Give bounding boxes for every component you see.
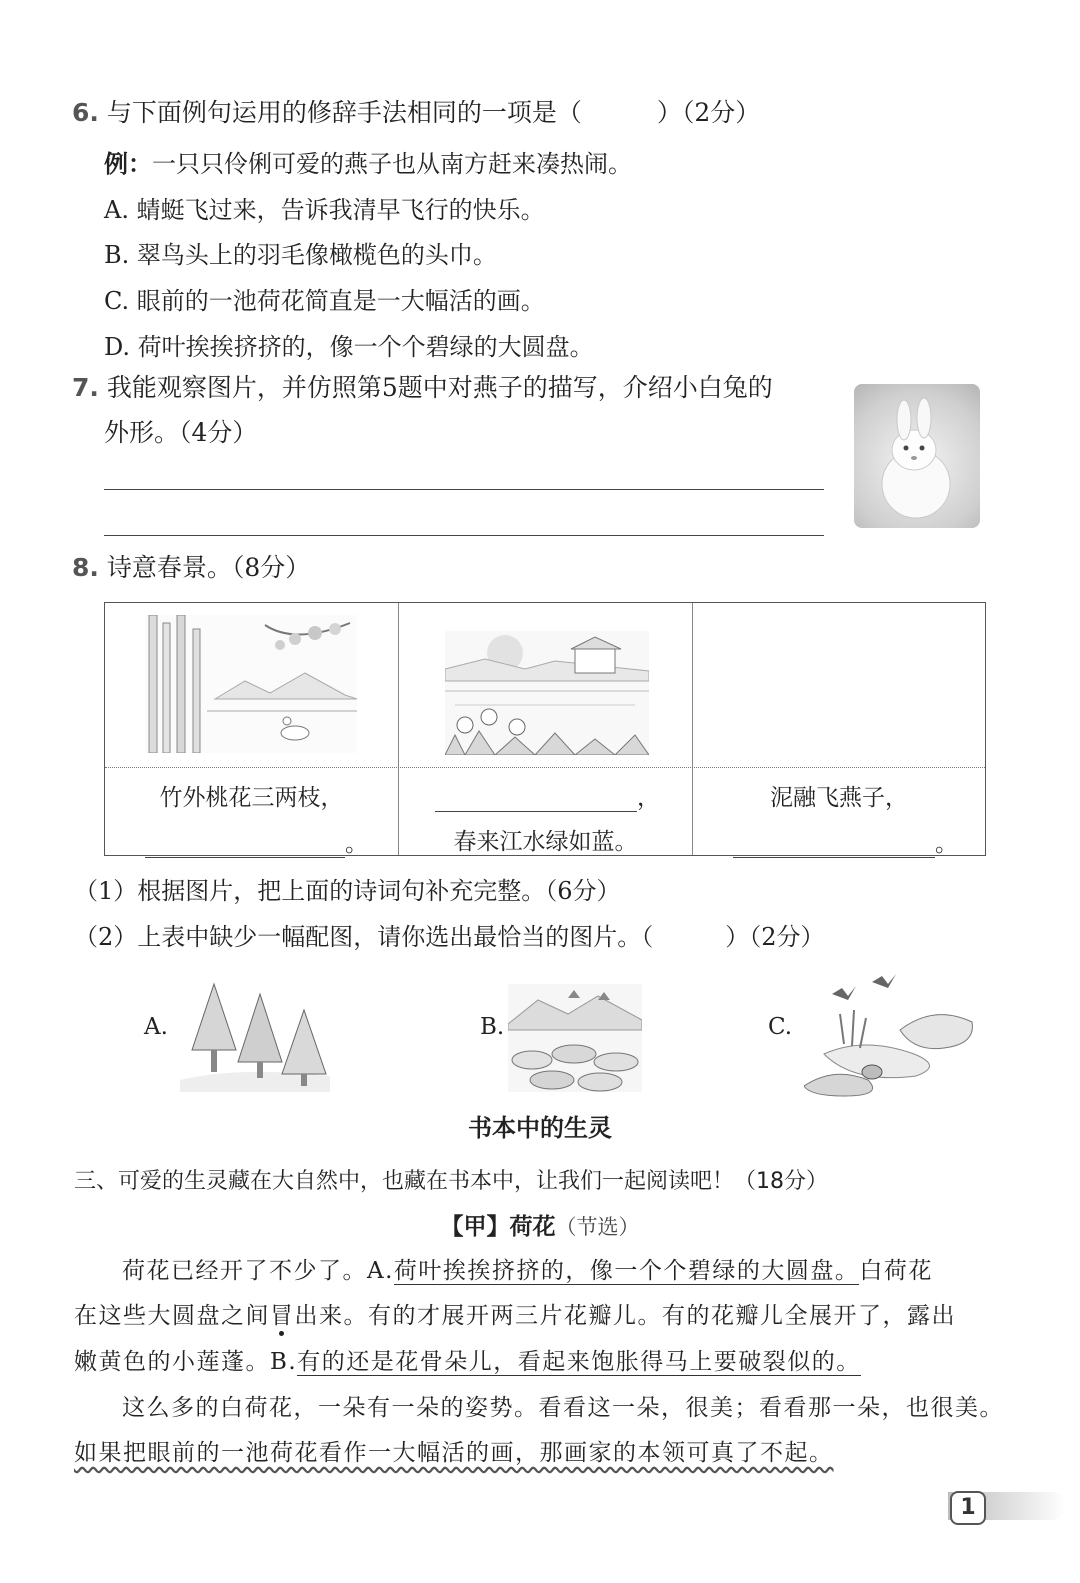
q6-option-a[interactable]: A. 蜻蜓飞过来，告诉我清早飞行的快乐。 <box>104 196 545 224</box>
passage-line-2 <box>74 1301 956 1331</box>
choice-c-swallows-picture[interactable] <box>804 974 976 1098</box>
poem-picture-river <box>445 631 649 755</box>
q6-option-b[interactable]: B. 翠鸟头上的羽毛像橄榄色的头巾。 <box>104 241 497 269</box>
q6-stem: 与下面例句运用的修辞手法相同的一项是（ ）（2分） <box>106 98 761 127</box>
q6-number: 6. <box>72 98 99 127</box>
passage-p3-a: 嫩黄色的小莲蓬。B. <box>74 1349 298 1375</box>
q7-answer-line-2[interactable] <box>104 535 824 536</box>
q8-sub2: （2）上表中缺少一幅配图，请你选出最恰当的图片。（ ）（2分） <box>74 923 825 951</box>
q6-option-d[interactable]: D. 荷叶挨挨挤挤的，像一个个碧绿的大圆盘。 <box>104 333 594 361</box>
passage-note: （节选） <box>555 1215 640 1239</box>
passage-title-row <box>0 1208 1080 1241</box>
q7-stem-row <box>72 373 773 403</box>
passage-p2-dot: 冒 <box>270 1303 295 1329</box>
passage-title: 【甲】荷花 <box>440 1214 556 1240</box>
poem-cell-1-line1: 竹外桃花三两枝， <box>159 785 344 811</box>
passage-p2-b: 出来。有的才展开两三片花瓣儿。有的花瓣儿全展开了，露出 <box>294 1303 956 1329</box>
q8-sub1: （1）根据图片，把上面的诗词句补充完整。（6分） <box>74 877 621 905</box>
passage-line-1 <box>122 1256 933 1286</box>
choice-c-label[interactable]: C. <box>768 1014 793 1040</box>
poem-cell-1-blank[interactable] <box>145 825 368 858</box>
poem-table <box>104 602 986 856</box>
q8-stem: 诗意春景。（8分） <box>106 553 311 582</box>
passage-line-4: 这么多的白荷花，一朵有一朵的姿势。看看这一朵，很美；看看那一朵，也很美。 <box>122 1395 1004 1421</box>
q7-number: 7. <box>72 373 99 402</box>
rabbit-picture <box>854 384 980 528</box>
choice-a-label[interactable]: A. <box>144 1014 168 1040</box>
passage-line-3 <box>74 1347 861 1377</box>
choice-b-label[interactable]: B. <box>480 1014 505 1040</box>
passage-wavy-sentence: 如果把眼前的一池荷花看作一大幅活的画，那画家的本领可真了不起。 <box>74 1440 834 1466</box>
q6-stem-row <box>72 98 760 128</box>
poem-cell-2-line2: 春来江水绿如蓝。 <box>453 829 638 855</box>
passage-sentence-a: 荷叶挨挨挤挤的，像一个个碧绿的大圆盘。 <box>393 1258 860 1284</box>
q8-stem-row <box>72 553 310 583</box>
passage-line-5 <box>74 1438 834 1468</box>
passage-p1-a: 荷花已经开了不少了。A. <box>122 1258 394 1284</box>
q7-line1: 我能观察图片，并仿照第5题中对燕子的描写，介绍小白兔的 <box>106 373 773 402</box>
rabbit-illustration <box>854 384 980 528</box>
poem-cell-2-comma: ， <box>637 785 660 811</box>
poem-picture-bamboo <box>145 615 357 753</box>
passage-dotted-char <box>270 1303 295 1329</box>
q6-option-c[interactable]: C. 眼前的一池荷花简直是一大幅活的画。 <box>104 287 545 315</box>
passage-p1-c: 白荷花 <box>859 1258 933 1284</box>
choice-b-lotus-pond-picture[interactable] <box>508 984 642 1092</box>
q7-line2: 外形。（4分） <box>104 418 258 447</box>
poem-cell-3-line1: 泥融飞燕子， <box>770 785 908 811</box>
page-number: 1 <box>950 1491 986 1525</box>
section-heading: 三、可爱的生灵藏在大自然中，也藏在书本中，让我们一起阅读吧！（18分） <box>74 1169 828 1194</box>
q8-number: 8. <box>72 553 99 582</box>
q6-example <box>104 144 632 179</box>
poem-cell-3-blank[interactable] <box>733 825 958 858</box>
poem-cell-3-end: 。 <box>935 831 958 857</box>
poem-cell-1-end: 。 <box>345 831 368 857</box>
choice-a-trees-picture[interactable] <box>180 980 330 1092</box>
q6-example-text: 一只只伶俐可爱的燕子也从南方赶来凑热闹。 <box>152 150 632 178</box>
section-title: 书本中的生灵 <box>468 1114 612 1142</box>
q6-example-label: 例： <box>104 149 152 178</box>
q7-answer-line-1[interactable] <box>104 489 824 490</box>
passage-p2-a: 在这些大圆盘之间 <box>74 1303 270 1329</box>
passage-sentence-b: 有的还是花骨朵儿，看起来饱胀得马上要破裂似的。 <box>297 1349 861 1375</box>
poem-cell-2-blank[interactable] <box>435 779 675 812</box>
